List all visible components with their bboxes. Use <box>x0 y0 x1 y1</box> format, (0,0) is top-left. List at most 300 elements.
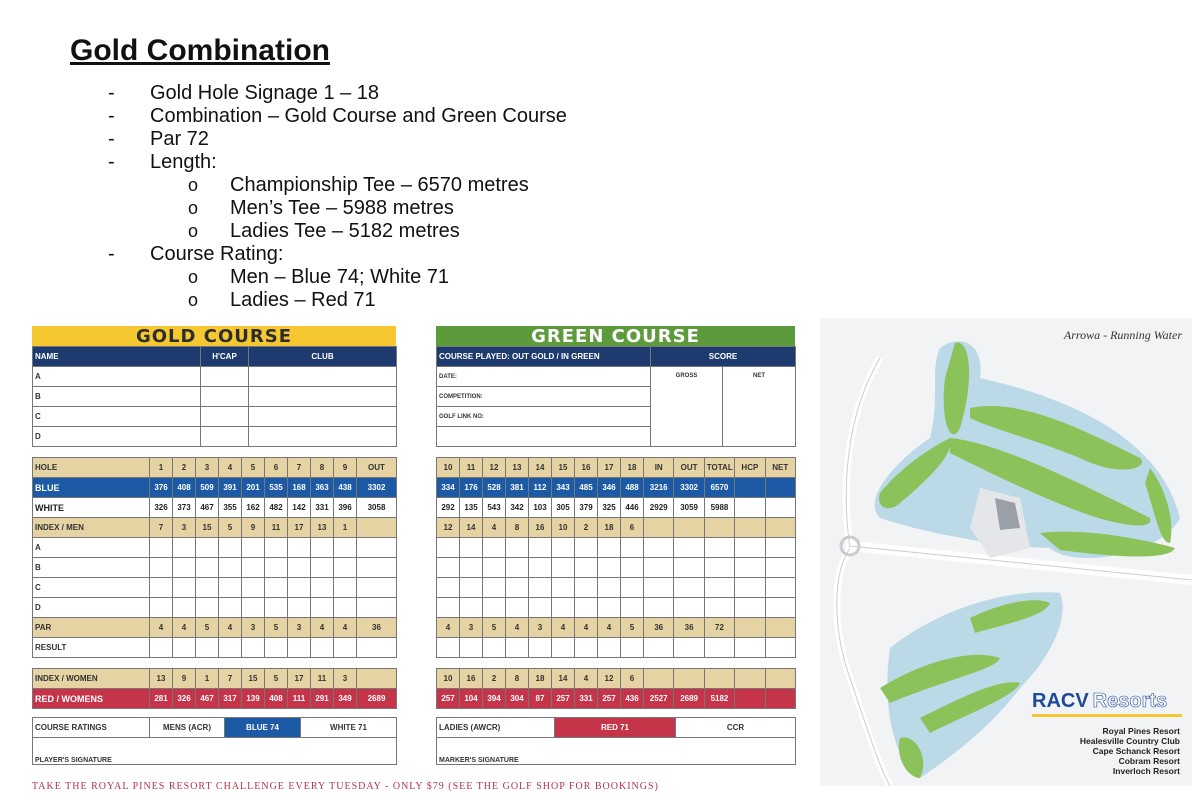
gold-ratings-table <box>32 717 397 765</box>
bullet-signage: - Gold Hole Signage 1 – 18 <box>108 82 380 104</box>
score-cell: 6 <box>265 458 288 478</box>
score-cell: 176 <box>460 478 483 498</box>
score-cell <box>357 558 397 578</box>
score-cell <box>765 558 795 578</box>
score-cell <box>506 578 529 598</box>
score-cell: 15 <box>196 518 219 538</box>
scorecard-row <box>437 638 796 658</box>
score-cell <box>483 638 506 658</box>
length-item: o Men’s Tee – 5988 metres <box>188 197 454 219</box>
score-cell <box>735 598 765 618</box>
score-cell <box>334 598 357 618</box>
score-cell <box>242 598 265 618</box>
score-cell: 334 <box>437 478 460 498</box>
score-cell: 281 <box>150 689 173 709</box>
score-cell <box>196 558 219 578</box>
score-cell: 3216 <box>644 478 674 498</box>
name-header: NAME <box>33 347 201 367</box>
score-cell: 438 <box>334 478 357 498</box>
score-cell <box>552 598 575 618</box>
score-cell <box>704 558 734 578</box>
bullet-length: - Length: o Championship Tee – 6570 metres o Men’s Tee – 5988 metres o Ladies Tee – 5182 metres <box>108 151 567 243</box>
scorecard-row <box>33 618 397 638</box>
score-cell: OUT <box>674 458 704 478</box>
score-cell <box>242 578 265 598</box>
score-cell: 6 <box>621 518 644 538</box>
score-cell <box>704 638 734 658</box>
score-cell <box>735 669 765 689</box>
score-cell <box>288 578 311 598</box>
hcap-cell <box>201 427 249 447</box>
score-cell <box>674 558 704 578</box>
map-title: Arrowa - Running Water <box>1063 328 1182 342</box>
score-cell: 14 <box>552 669 575 689</box>
score-cell <box>173 558 196 578</box>
score-cell <box>334 638 357 658</box>
score-cell: 3302 <box>674 478 704 498</box>
club-header: CLUB <box>249 347 397 367</box>
club-cell <box>249 427 397 447</box>
score-cell <box>265 538 288 558</box>
score-cell: 11 <box>460 458 483 478</box>
row-label: HOLE <box>33 458 150 478</box>
score-cell <box>506 638 529 658</box>
scorecard-row <box>33 558 397 578</box>
score-cell: 3 <box>173 518 196 538</box>
score-cell <box>150 598 173 618</box>
score-cell: 16 <box>529 518 552 538</box>
page-title: Gold Combination <box>70 34 330 67</box>
score-cell: 3 <box>288 618 311 638</box>
score-cell: 111 <box>288 689 311 709</box>
score-cell: 14 <box>460 518 483 538</box>
score-cell: 36 <box>357 618 397 638</box>
scorecard-row <box>437 458 796 478</box>
score-cell <box>437 538 460 558</box>
score-cell <box>288 638 311 658</box>
score-cell: 2527 <box>644 689 674 709</box>
score-cell: 5988 <box>704 498 734 518</box>
score-cell <box>575 558 598 578</box>
score-cell <box>460 578 483 598</box>
score-cell <box>704 669 734 689</box>
hcap-cell <box>201 387 249 407</box>
score-cell <box>621 598 644 618</box>
score-cell: NET <box>765 458 795 478</box>
score-cell: 5 <box>242 458 265 478</box>
score-cell: 408 <box>265 689 288 709</box>
scorecard-row <box>437 478 796 498</box>
score-cell <box>735 689 765 709</box>
score-cell <box>735 558 765 578</box>
score-cell <box>334 538 357 558</box>
score-cell <box>219 578 242 598</box>
score-cell: 6 <box>621 669 644 689</box>
net-score: NET <box>723 367 796 447</box>
score-cell <box>150 638 173 658</box>
score-cell <box>598 558 621 578</box>
scorecard-row <box>437 558 796 578</box>
green-score-table <box>436 457 796 658</box>
score-cell <box>529 598 552 618</box>
promo-footer: TAKE THE ROYAL PINES RESORT CHALLENGE EVERY TUESDAY - ONLY $79 (SEE THE GOLF SHOP FOR BOOKINGS) <box>32 781 659 792</box>
row-label: INDEX / MEN <box>33 518 150 538</box>
resort-name: Cobram Resort <box>1118 756 1180 766</box>
resort-name: Healesville Country Club <box>1079 736 1180 746</box>
ladies-awcr-label: LADIES (AWCR) <box>437 718 555 738</box>
score-cell <box>765 498 795 518</box>
score-cell: 16 <box>460 669 483 689</box>
score-cell <box>265 638 288 658</box>
score-cell: 391 <box>219 478 242 498</box>
score-cell: 528 <box>483 478 506 498</box>
club-cell <box>249 367 397 387</box>
score-cell: 488 <box>621 478 644 498</box>
score-cell: 3 <box>334 669 357 689</box>
score-cell <box>150 578 173 598</box>
row-label: A <box>33 538 150 558</box>
score-cell: 509 <box>196 478 219 498</box>
score-cell: 342 <box>506 498 529 518</box>
score-cell: 13 <box>311 518 334 538</box>
scorecard-row <box>33 638 397 658</box>
club-cell <box>249 387 397 407</box>
score-cell <box>506 598 529 618</box>
gold-course-banner: GOLD COURSE <box>32 326 396 346</box>
blank-field <box>437 427 651 447</box>
score-cell: 18 <box>621 458 644 478</box>
course-played-header: COURSE PLAYED: OUT GOLD / IN GREEN <box>437 347 651 367</box>
scorecard-row <box>33 578 397 598</box>
score-cell <box>529 578 552 598</box>
club-cell <box>249 407 397 427</box>
score-cell <box>765 669 795 689</box>
gold-score-table <box>32 457 397 658</box>
length-item: o Championship Tee – 6570 metres <box>188 174 529 196</box>
score-cell <box>219 638 242 658</box>
score-cell: 4 <box>575 669 598 689</box>
score-cell <box>552 638 575 658</box>
score-cell <box>288 558 311 578</box>
gold-women-table <box>32 668 397 709</box>
score-cell <box>150 558 173 578</box>
score-cell: 326 <box>150 498 173 518</box>
score-cell <box>735 518 765 538</box>
score-cell <box>311 578 334 598</box>
score-cell <box>173 638 196 658</box>
score-cell <box>704 538 734 558</box>
score-cell <box>196 598 219 618</box>
green-women-table <box>436 668 796 709</box>
score-cell: 142 <box>288 498 311 518</box>
row-label: BLUE <box>33 478 150 498</box>
score-cell <box>644 638 674 658</box>
score-cell: 36 <box>644 618 674 638</box>
score-cell <box>621 638 644 658</box>
score-cell <box>765 689 795 709</box>
score-cell: 2689 <box>357 689 397 709</box>
gold-course-card <box>32 326 396 765</box>
score-cell <box>735 498 765 518</box>
score-cell <box>765 638 795 658</box>
date-field: DATE: <box>437 367 651 387</box>
score-cell: 8 <box>506 518 529 538</box>
score-cell: 381 <box>506 478 529 498</box>
length-item: o Ladies Tee – 5182 metres <box>188 220 460 242</box>
score-cell: 15 <box>552 458 575 478</box>
score-cell <box>334 578 357 598</box>
score-cell <box>765 538 795 558</box>
score-cell: 4 <box>552 618 575 638</box>
marker-signature-field: MARKER'S SIGNATURE <box>437 738 796 765</box>
score-cell: 13 <box>150 669 173 689</box>
score-cell <box>644 578 674 598</box>
score-cell <box>598 638 621 658</box>
score-cell: 292 <box>437 498 460 518</box>
row-label: RED / WOMENS <box>33 689 150 709</box>
score-cell: 2 <box>483 669 506 689</box>
score-cell <box>460 538 483 558</box>
score-cell <box>357 669 397 689</box>
hcap-cell <box>201 407 249 427</box>
length-sublist <box>150 174 567 243</box>
score-cell: 104 <box>460 689 483 709</box>
score-cell: 18 <box>598 518 621 538</box>
score-cell <box>437 598 460 618</box>
row-label: PAR <box>33 618 150 638</box>
score-cell <box>674 538 704 558</box>
scorecard-row <box>33 538 397 558</box>
score-cell <box>575 598 598 618</box>
score-cell: 363 <box>311 478 334 498</box>
score-cell: 485 <box>575 478 598 498</box>
score-cell <box>483 578 506 598</box>
score-cell: 72 <box>704 618 734 638</box>
score-cell <box>357 538 397 558</box>
score-cell <box>575 638 598 658</box>
score-cell: 376 <box>150 478 173 498</box>
score-cell: 11 <box>265 518 288 538</box>
resort-list <box>1080 726 1180 776</box>
score-cell: 5 <box>219 518 242 538</box>
score-cell: 4 <box>506 618 529 638</box>
row-label: D <box>33 598 150 618</box>
score-cell: 4 <box>483 518 506 538</box>
score-cell <box>311 558 334 578</box>
rating-sublist <box>150 266 567 312</box>
score-cell <box>552 558 575 578</box>
score-cell <box>644 538 674 558</box>
scorecard-row <box>437 598 796 618</box>
green-course-card <box>436 326 795 765</box>
score-cell: 18 <box>529 669 552 689</box>
score-cell: 394 <box>483 689 506 709</box>
resort-name: Royal Pines Resort <box>1102 726 1180 736</box>
score-cell: 317 <box>219 689 242 709</box>
score-cell <box>735 478 765 498</box>
score-cell <box>334 558 357 578</box>
score-cell: 14 <box>529 458 552 478</box>
scorecard-row <box>437 578 796 598</box>
score-cell <box>242 638 265 658</box>
score-cell: 2689 <box>674 689 704 709</box>
score-cell <box>598 598 621 618</box>
rating-item: o Ladies – Red 71 <box>188 289 376 311</box>
score-cell: 8 <box>311 458 334 478</box>
score-cell: 355 <box>219 498 242 518</box>
green-course-banner: GREEN COURSE <box>436 326 795 346</box>
score-cell <box>704 578 734 598</box>
score-cell <box>506 558 529 578</box>
gross-score: GROSS <box>651 367 723 447</box>
logo-underline <box>1032 714 1182 717</box>
score-cell: 5 <box>621 618 644 638</box>
score-cell: 17 <box>288 669 311 689</box>
resort-name: Inverloch Resort <box>1112 766 1180 776</box>
score-cell: 1 <box>334 518 357 538</box>
row-label: INDEX / WOMEN <box>33 669 150 689</box>
gold-player-table <box>32 346 397 447</box>
score-cell <box>357 518 397 538</box>
row-label: C <box>33 578 150 598</box>
course-details-list <box>108 82 567 312</box>
player-a: A <box>33 367 201 387</box>
score-cell <box>311 638 334 658</box>
hcap-header: H'CAP <box>201 347 249 367</box>
scorecard-row <box>437 618 796 638</box>
score-cell <box>704 518 734 538</box>
score-cell: 112 <box>529 478 552 498</box>
score-cell <box>219 558 242 578</box>
score-cell <box>674 578 704 598</box>
score-cell: TOTAL <box>704 458 734 478</box>
score-cell: 349 <box>334 689 357 709</box>
score-cell <box>765 578 795 598</box>
score-cell: 3 <box>196 458 219 478</box>
score-cell <box>674 638 704 658</box>
score-cell <box>265 558 288 578</box>
golf-link-field: GOLF LINK NO: <box>437 407 651 427</box>
score-cell: 346 <box>598 478 621 498</box>
score-cell: 379 <box>575 498 598 518</box>
score-cell <box>196 638 219 658</box>
score-cell: 8 <box>506 669 529 689</box>
score-cell: 17 <box>288 518 311 538</box>
score-cell: 5182 <box>704 689 734 709</box>
score-cell <box>529 538 552 558</box>
score-cell <box>460 558 483 578</box>
score-cell: 3059 <box>674 498 704 518</box>
score-cell: 12 <box>598 669 621 689</box>
ccr-label: CCR <box>676 718 796 738</box>
score-cell: 7 <box>219 669 242 689</box>
row-label: B <box>33 558 150 578</box>
course-ratings-label: COURSE RATINGS <box>33 718 150 738</box>
score-cell <box>529 638 552 658</box>
scorecard-row <box>33 669 397 689</box>
score-cell: 1 <box>196 669 219 689</box>
score-cell: 3 <box>242 618 265 638</box>
score-cell: 168 <box>288 478 311 498</box>
score-cell: 7 <box>150 518 173 538</box>
score-cell: 446 <box>621 498 644 518</box>
score-cell <box>173 598 196 618</box>
scorecard-row <box>437 538 796 558</box>
scorecard-row <box>437 518 796 538</box>
score-cell <box>621 558 644 578</box>
scorecard-row <box>437 689 796 709</box>
score-cell: 9 <box>334 458 357 478</box>
score-cell: 4 <box>150 618 173 638</box>
score-cell: 10 <box>552 518 575 538</box>
score-cell <box>735 618 765 638</box>
score-cell <box>644 598 674 618</box>
score-cell: 4 <box>437 618 460 638</box>
scorecard-row <box>437 498 796 518</box>
score-cell: 9 <box>242 518 265 538</box>
row-label: RESULT <box>33 638 150 658</box>
score-cell: 467 <box>196 498 219 518</box>
score-cell <box>735 538 765 558</box>
score-cell: 396 <box>334 498 357 518</box>
score-cell <box>437 558 460 578</box>
score-cell: 325 <box>598 498 621 518</box>
score-cell: 5 <box>265 669 288 689</box>
score-cell <box>265 598 288 618</box>
score-cell <box>242 558 265 578</box>
score-cell <box>735 578 765 598</box>
score-cell: 343 <box>552 478 575 498</box>
score-cell: 482 <box>265 498 288 518</box>
score-cell <box>357 578 397 598</box>
score-cell <box>598 578 621 598</box>
score-cell: 257 <box>437 689 460 709</box>
score-cell: 4 <box>575 618 598 638</box>
player-b: B <box>33 387 201 407</box>
score-cell <box>552 538 575 558</box>
score-cell: 5 <box>265 618 288 638</box>
score-cell <box>219 538 242 558</box>
score-cell <box>704 598 734 618</box>
access-road <box>837 358 890 786</box>
score-cell <box>765 518 795 538</box>
score-cell <box>575 578 598 598</box>
score-cell <box>483 598 506 618</box>
score-cell: 9 <box>173 669 196 689</box>
score-cell: 7 <box>288 458 311 478</box>
score-cell: 11 <box>311 669 334 689</box>
score-cell: 5 <box>196 618 219 638</box>
score-cell: 535 <box>265 478 288 498</box>
score-cell <box>644 558 674 578</box>
score-cell: 6570 <box>704 478 734 498</box>
mens-acr-label: MENS (ACR) <box>150 718 225 738</box>
score-cell: 3 <box>460 618 483 638</box>
score-cell: 1 <box>150 458 173 478</box>
score-cell <box>506 538 529 558</box>
resort-name: Cape Schanck Resort <box>1092 746 1180 756</box>
score-cell: 436 <box>621 689 644 709</box>
score-cell <box>242 538 265 558</box>
course-map <box>820 318 1192 786</box>
score-cell <box>674 669 704 689</box>
hcap-cell <box>201 367 249 387</box>
score-cell <box>621 538 644 558</box>
score-cell <box>437 638 460 658</box>
score-cell: 36 <box>674 618 704 638</box>
score-cell <box>552 578 575 598</box>
score-cell: 331 <box>311 498 334 518</box>
